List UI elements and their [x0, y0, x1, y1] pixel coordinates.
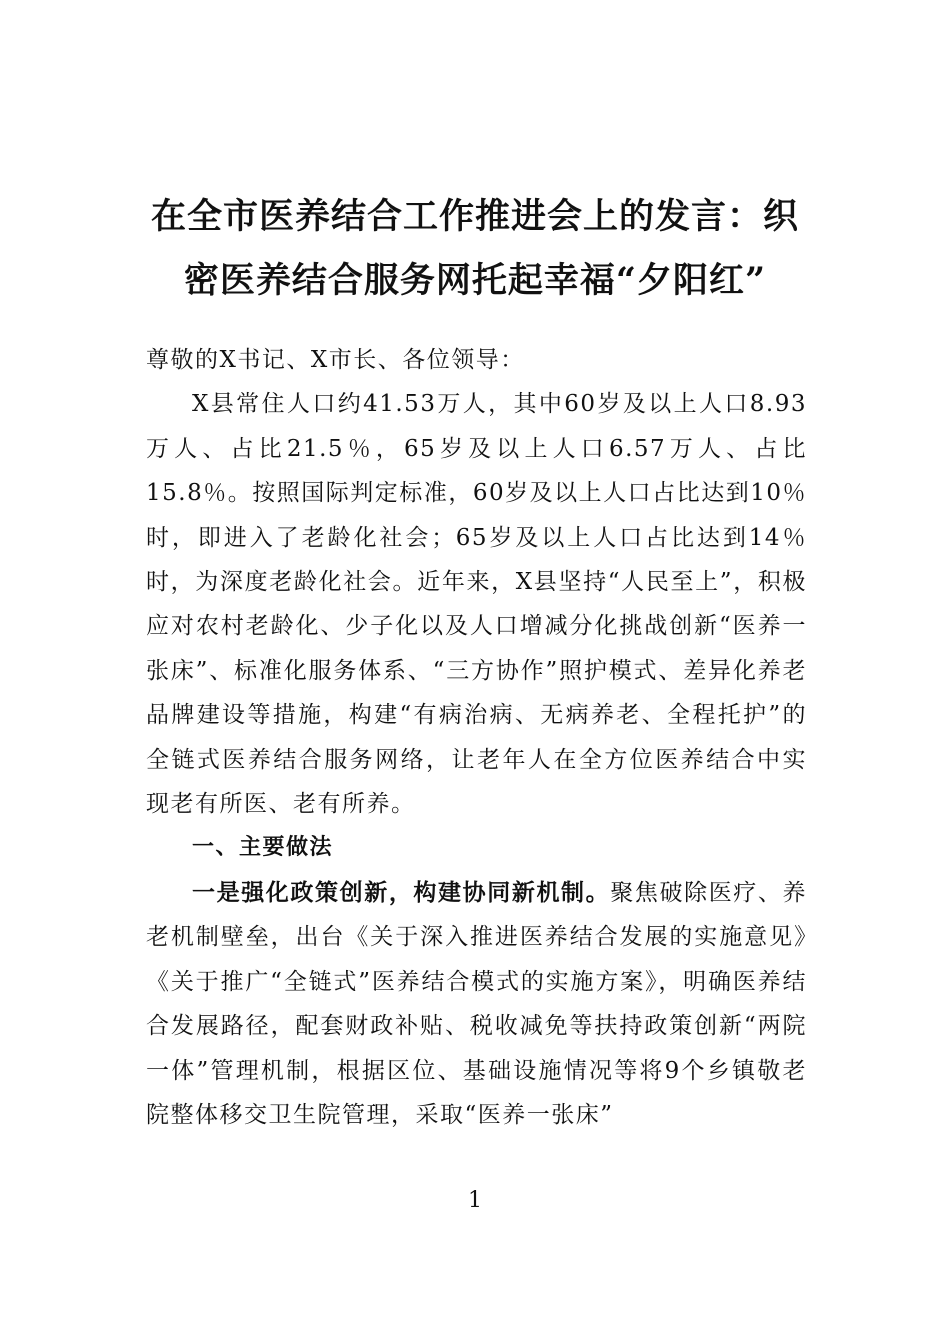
section-heading: 一、主要做法 [192, 835, 334, 861]
salutation: 尊敬的X书记、X市长、各位领导： [146, 347, 525, 373]
point-paragraph [146, 871, 807, 1137]
title-line-1: 在全市医养结合工作推进会上的发言：织 [150, 196, 799, 238]
intro-paragraph: X县常住人口约41.53万人，其中60岁及以上人口8.93万人、占比21.5％，65岁及以上人口6.57万人、占比15.8％。按照国际判定标准，60岁及以上人口占比达到10％时，即进入了老龄化社会；65岁及以上人口占比达到14％时，为深度老龄化社会。近年来，X县坚持“人民至上”，积极应对农村老龄化、少子化以及人口增减分化挑战创新“医养一张床”、标准化服务体系、“三方协作”照护模式、差异化养老品牌建设等措施，构建“有病治病、无病养老、全程托护”的全链式医养结合服务网络，让老年人在全方位医养结合中实现老有所医、老有所养。 [146, 391, 807, 818]
page-number: 1 [468, 1188, 482, 1213]
point-lead: 一是强化政策创新，构建协同新机制。 [192, 878, 611, 906]
document-body [146, 338, 807, 1137]
point-body: 聚焦破除医疗、养老机制壁垒，出台《关于深入推进医养结合发展的实施意见》《关于推广“全链式”医养结合模式的实施方案》，明确医养结合发展路径，配套财政补贴、税收减免等扶持政策创新“两院一体”管理机制，根据区位、基础设施情况等将9个乡镇敬老院整体移交卫生院管理，采取“医养一张床” [146, 879, 808, 1128]
title-line-2: 密医养结合服务网托起幸福“夕阳红” [183, 260, 767, 302]
page-title [130, 185, 820, 313]
